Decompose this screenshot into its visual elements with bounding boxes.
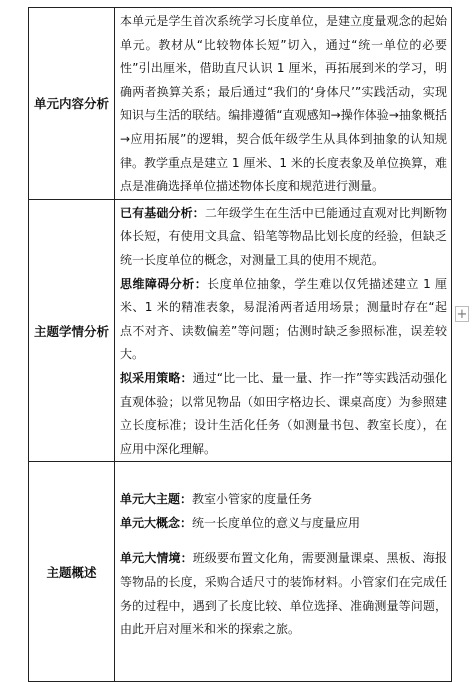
paragraph-label: 拟采用策略： xyxy=(120,370,193,385)
content-paragraph xyxy=(120,273,447,367)
paragraph-label: 单元大情境： xyxy=(120,551,193,566)
content-paragraph xyxy=(120,202,447,273)
row-heading: 主题学情分析 xyxy=(29,199,115,462)
content-paragraph: 本单元是学生首次系统学习长度单位，是建立度量观念的起始单元。教材从“比较物体长短”切入，通过“统一单位的必要性”引出厘米，借助直尺认识 1 厘米，再拓展到米的学习，明确两者换算关系；最后通过“我们的‘身体尺’”实践活动，实现知识与生活的联结。编排遵循“直观感知→操作体验→抽象概括→应用拓展”的逻辑，契合低年级学生从具体到抽象的认知规律。教学重点是建立 1 厘米、1 米的长度表象及单位换算，难点是准确选择单位描述物体长度和规范进行测量。 xyxy=(120,14,447,194)
paragraph-text: 教室小管家的度量任务 xyxy=(192,492,313,507)
paragraph-label: 单元大主题： xyxy=(120,492,193,507)
paragraph-text: 长度单位抽象，学生难以仅凭描述建立 1 厘米、1 米的精准表象，易混淆两者适用场景；测量时存在“起点不对齐、读数偏差”等问题；估测时缺乏参照标准，误差较大。 xyxy=(120,276,447,362)
expand-button[interactable]: + xyxy=(456,307,468,322)
paragraph-label: 已有基础分析： xyxy=(120,205,205,220)
paragraph-label: 单元大概念： xyxy=(120,515,193,530)
row-heading: 主题概述 xyxy=(29,462,115,682)
paragraph-text: 通过“比一比、量一量、拃一拃”等实践活动强化直观体验；以常见物品（如田字格边长、课桌高度）为参照建立长度标准；设计生活化任务（如测量书包、教室长度），在应用中深化理解。 xyxy=(120,370,447,456)
content-paragraph xyxy=(120,547,447,641)
table-row xyxy=(29,462,452,682)
row-heading: 单元内容分析 xyxy=(29,8,115,200)
row-content xyxy=(115,199,452,462)
content-paragraph xyxy=(120,367,447,461)
row-content xyxy=(115,462,452,682)
paragraph-text: 班级要布置文化角，需要测量课桌、黑板、海报等物品的长度，采购合适尺寸的装饰材料。小管家们在完成任务的过程中，遇到了长度比较、单位选择、准确测量等问题，由此开启对厘米和米的探索之旅。 xyxy=(120,551,447,637)
paragraph-label: 思维障碍分析： xyxy=(120,276,208,291)
row-content xyxy=(115,8,452,200)
paragraph-text: 统一长度单位的意义与度量应用 xyxy=(192,515,361,530)
paragraph-text: 二年级学生在生活中已能通过直观对比判断物体长短，有使用文具盒、铅笔等物品比划长度的经验，但缺乏统一长度单位的概念，对测量工具的使用不规范。 xyxy=(120,205,447,267)
paragraph-spacer xyxy=(120,535,447,547)
content-paragraph xyxy=(120,488,447,512)
table-row xyxy=(29,8,452,200)
unit-plan-table xyxy=(28,7,452,682)
content-paragraph xyxy=(120,512,447,536)
table-row xyxy=(29,199,452,462)
